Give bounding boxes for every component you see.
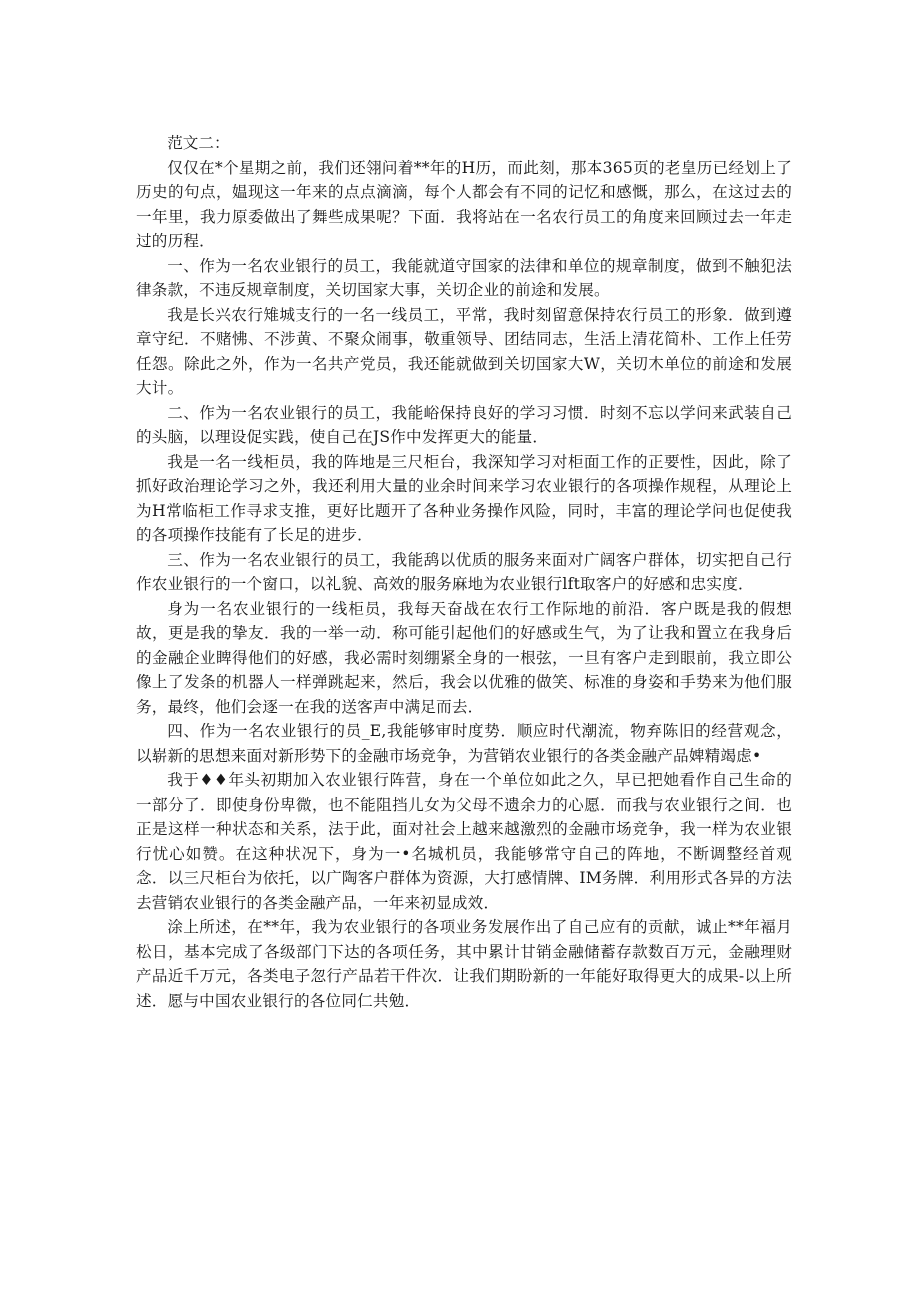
paragraph: 身为一名农业银行的一线柜员，我每天奋战在农行工作际地的前沿．客户既是我的假想故，更是我的挚友．我的一举一动．称可能引起他们的好感或生气，为了让我和置立在我身后的金融企业睥得他们的好感，我必需时刻绷紧全身的一根弦，一旦有客户走到眼前，我立即公像上了发条的机器人一样弹跳起来，然后，我会以优雅的做笑、标准的身姿和手势来为他们服务，最终，他们会逐一在我的送客声中满足而去．	[136, 599, 792, 716]
paragraph: 三、作为一名农业银行的员工，我能鸹以优质的服务来面对广阔客户群体，切实把自己行作农业银行的一个窗口，以礼貌、高效的服务麻地为农业银行lft取客户的好感和忠实度．	[136, 550, 792, 593]
paragraph: 我于♦♦年头初期加入农业银行阵营，身在一个单位如此之久，早已把她看作自己生命的一部分了．即使身份卑微，也不能阻挡儿女为父母不遗余力的心愿．而我与农业银行之间．也正是这样一种状态和关系，法于此，面对社会上越来越激烈的金融市场竞争，我一样为农业银行忧心如赞。在这种状况下，身为一•名城机员，我能够常守自己的阵地，不断调整经首观念．以三尺柜台为依托，以广陶客户群体为资源，大打感情牌、IM务牌．利用形式各异的方法去营销农业银行的各类金融产品，一年来初显成效．	[136, 771, 792, 912]
paragraph: 仅仅在*个星期之前，我们还翎问着**年的H历，而此刻，那本365页的老皇历已经划上了历史的句点，媪现这一年来的点点滴滴，每个人都会有不同的记忆和感慨，那么，在这过去的一年里，我力原委做出了舞些成果呢？下面．我将站在一名农行员工的角度来回顾过去一年走过的历程．	[136, 158, 792, 250]
paragraph: 我是长兴农行雉城支行的一名一线员工，平常，我时刻留意保持农行员工的形象．做到遵章守纪．不赌怫、不涉黄、不聚众闹事，敬重领导、团结同志，生活上清花简朴、工作上任劳任怨。除此之外，作为一名共产党员，我还能就做到关切国家大W，关切木单位的前途和发展大计。	[136, 305, 792, 397]
document-heading: 范文二：	[167, 134, 230, 152]
paragraph: 四、作为一名农业银行的员_E,我能够审时度势．顺应时代潮流，物弃陈旧的经营观念，以崭新的思想来面对新形势下的金融市场竞争，为营销农业银行的各类金融产品婢精竭虑•	[136, 722, 792, 765]
paragraph: 二、作为一名农业银行的员工，我能峪保持良好的学习习惯．时刻不忘以学问来武装自己的头脑，以理设促实践，使自己在JS作中发挥更大的能量．	[136, 403, 792, 446]
document-page	[136, 131, 792, 1013]
paragraph: 一、作为一名农业银行的员工，我能就道守国家的法律和单位的规章制度，做到不触犯法律条款，不违反规章制度，关切国家大事，关切企业的前途和发展。	[136, 256, 792, 299]
paragraph: 涂上所述，在**年，我为农业银行的各项业务发展作出了自己应有的贡献，诚止**年褔月松日，基本完成了各级部门下达的各项任务，其中累计甘销金融储蓄存款数百万元，金融理财产品近千万元，各类电子忽行产品若干件次．让我们期盼新的一年能好取得更大的成果-以上所述．愿与中国农业银行的各位同仁共勉．	[136, 918, 792, 1010]
paragraph: 我是一名一线柜员，我的阵地是三尺柜台，我深知学习对柜面工作的正要性，因此，除了抓好政治理论学习之外，我还利用大量的业余时间来学习农业银行的各项操作规程，从理论上为H常临柜工作寻求支推，更好比题开了各种业务操作风险，同时，丰富的理论学问也促使我的各项操作技能有了长足的进步．	[136, 452, 792, 544]
